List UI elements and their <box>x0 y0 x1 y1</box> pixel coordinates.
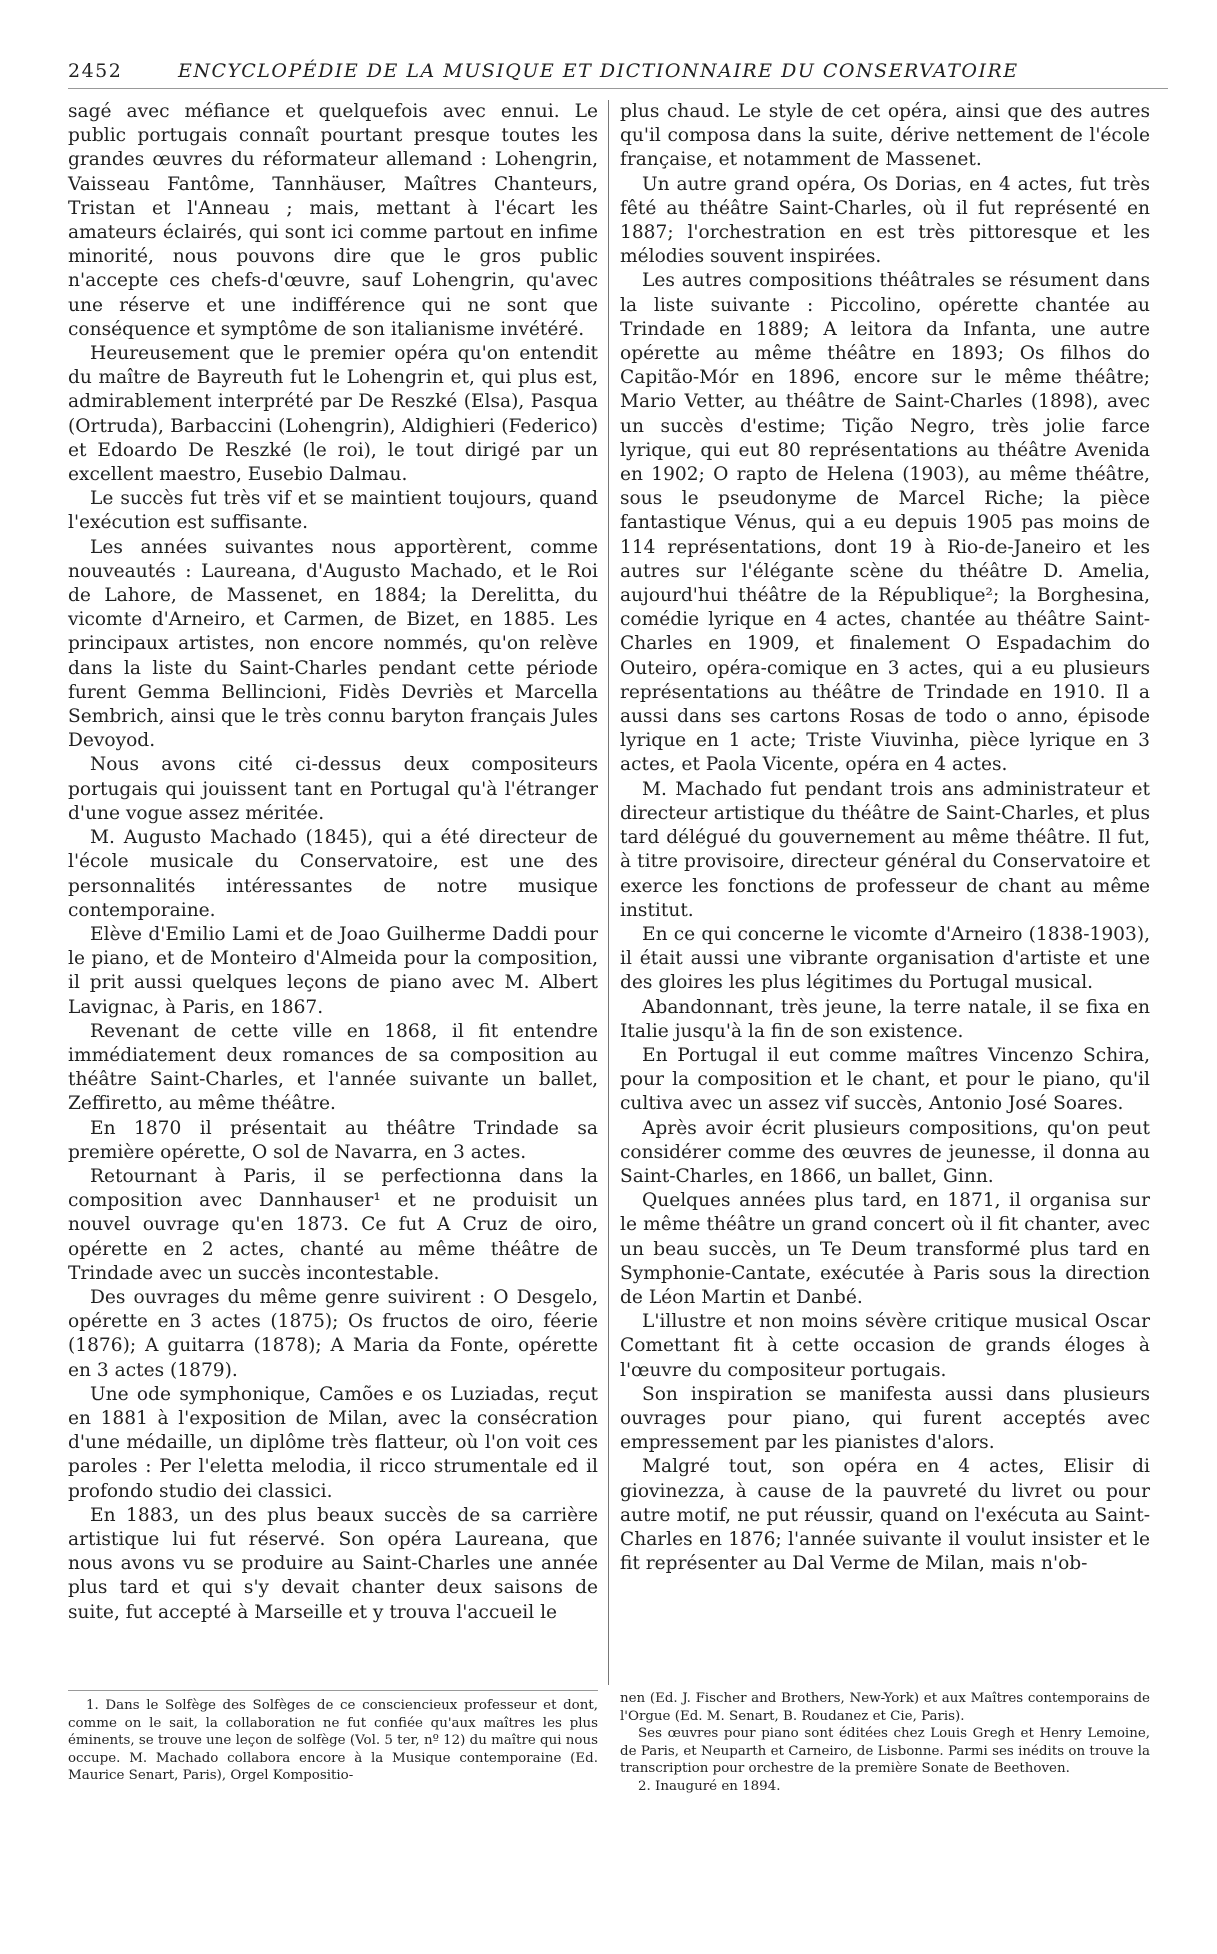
footnote: Ses œuvres pour piano sont éditées chez Louis Gregh et Henry Lemoine, de Paris, et Neuparth et Carneiro, de Lisbonne. Parmi ses inédits on trouve la transcription pour orchestre de la première Sonate de Beethoven. <box>620 1726 1150 1777</box>
footnote: 2. Inauguré en 1894. <box>638 1778 781 1794</box>
paragraph: En Portugal il eut comme maîtres Vincenzo Schira, pour la composition et le chant, et pour le piano, qu'il cultiva avec un assez vif succès, Antonio José Soares. <box>620 1044 1150 1115</box>
paragraph: Abandonnant, très jeune, la terre natale, il se fixa en Italie jusqu'à la fin de son existence. <box>620 996 1150 1042</box>
paragraph: L'illustre et non moins sévère critique musical Oscar Comettant fit à cette occasion de grands éloges à l'œuvre du compositeur portugais. <box>620 1311 1150 1381</box>
right-column <box>620 100 1150 1576</box>
paragraph: Les autres compositions théâtrales se résument dans la liste suivante : Piccolino, opérette chantée au Trindade en 1889; A leitora da Infanta, une autre opérette au même théâtre en 1893; Os filhos do Capitão-Mór en 1896, encore sur le même théâtre; Mario Vetter, au théâtre de Saint-Charles (1898), avec un succès d'estime; Tição Negro, très jolie farce lyrique, qui eut 80 représentations au théâtre Avenida en 1902; O rapto de Helena (1903), au même théâtre, sous le pseudonyme de Marcel Riche; la pièce fantastique Vénus, qui a eu depuis 1905 pas moins de 114 représentations, dont 19 à Rio-de-Janeiro et les autres sur l'élégante scène du théâtre D. Amelia, aujourd'hui théâtre de la République²; la Borghesina, comédie lyrique en 4 actes, chantée au théâtre Saint-Charles en 1909, et finalement O Espadachim do Outeiro, opéra-comique en 3 actes, qui a eu plusieurs représentations au théâtre de Trindade en 1910. Il a aussi dans ses cartons Rosas de todo o anno, épisode lyrique en 1 acte; Triste Viuvinha, pièce lyrique en 3 actes, et Paola Vicente, opéra en 4 actes. <box>620 270 1150 776</box>
running-title: ENCYCLOPÉDIE DE LA MUSIQUE ET DICTIONNAIRE DU CONSERVATOIRE <box>178 60 1019 82</box>
page-number: 2452 <box>68 60 123 82</box>
paragraph: Une ode symphonique, Camões e os Luziadas, reçut en 1881 à l'exposition de Milan, avec la consécration d'une médaille, un diplôme très flatteur, où l'on voit ces paroles : Per l'eletta melodia, il ricco strumentale ed il profondo studio dei classici. <box>68 1383 598 1502</box>
paragraph: En 1870 il présentait au théâtre Trindade sa première opérette, O sol de Navarra, en 3 actes. <box>68 1117 598 1163</box>
column-divider <box>608 100 609 1685</box>
paragraph: M. Machado fut pendant trois ans administrateur et directeur artistique du théâtre de Saint-Charles, et plus tard délégué du gouvernement au même théâtre. Il fut, à titre provisoire, directeur général du Conservatoire et exerce les fonctions de professeur de chant au même institut. <box>620 778 1150 921</box>
paragraph: Des ouvrages du même genre suivirent : O Desgelo, opérette en 3 actes (1875); Os fructos de oiro, féerie (1876); A guitarra (1878); A Maria da Fonte, opérette en 3 actes (1879). <box>68 1286 598 1381</box>
footnotes-left <box>68 1690 598 1785</box>
paragraph: Retournant à Paris, il se perfectionna dans la composition avec Dannhauser¹ et ne produisit un nouvel ouvrage qu'en 1873. Ce fut A Cruz de oiro, opérette en 2 actes, chanté au même théâtre de Trindade avec un succès incontestable. <box>68 1165 598 1284</box>
paragraph: Malgré tout, son opéra en 4 actes, Elisir di giovinezza, à cause de la pauvreté du livret ou pour autre motif, ne put réussir, quand on l'exécuta au Saint-Charles en 1876; l'année suivante il voulut insister et le fit représenter au Dal Verme de Milan, mais n'ob- <box>620 1456 1150 1575</box>
paragraph: sagé avec méfiance et quelquefois avec ennui. Le public portugais connaît pourtant presque toutes les grandes œuvres du réformateur allemand : Lohengrin, Vaisseau Fantôme, Tannhäuser, Maîtres Chanteurs, Tristan et l'Anneau ; mais, mettant à l'écart les amateurs éclairés, qui sont ici comme partout en infime minorité, nous pouvons dire que le gros public n'accepte ces chefs-d'œuvre, sauf Lohengrin, qu'avec une réserve et une indifférence qui ne sont que conséquence et symptôme de son italianisme invétéré. <box>68 101 598 340</box>
paragraph: Revenant de cette ville en 1868, il fit entendre immédiatement deux romances de sa composition au théâtre Saint-Charles, et l'année suivante un ballet, Zeffiretto, au même théâtre. <box>68 1020 598 1115</box>
paragraph: Le succès fut très vif et se maintient toujours, quand l'exécution est suffisante. <box>68 488 598 534</box>
paragraph: Son inspiration se manifesta aussi dans plusieurs ouvrages pour piano, qui furent acceptés avec empressement par les pianistes d'alors. <box>620 1383 1150 1454</box>
paragraph: Heureusement que le premier opéra qu'on entendit du maître de Bayreuth fut le Lohengrin et, qui plus est, admirablement interprété par De Reszké (Elsa), Pasqua (Ortruda), Barbaccini (Lohengrin), Aldighieri (Federico) et Edoardo De Reszké (le roi), le tout dirigé par un excellent maestro, Eusebio Dalmau. <box>68 343 598 486</box>
paragraph: Après avoir écrit plusieurs compositions, qu'on peut considérer comme des œuvres de jeunesse, il donna au Saint-Charles, en 1866, un ballet, Ginn. <box>620 1117 1150 1187</box>
paragraph: Un autre grand opéra, Os Dorias, en 4 actes, fut très fêté au théâtre Saint-Charles, où il fut représenté en 1887; l'orchestration en est très pittoresque et les mélodies souvent inspirées. <box>620 173 1150 268</box>
paragraph: Elève d'Emilio Lami et de Joao Guilherme Daddi pour le piano, et de Monteiro d'Almeida pour la composition, il prit aussi quelques leçons de piano avec M. Albert Lavignac, à Paris, en 1867. <box>68 923 598 1018</box>
paragraph: En 1883, un des plus beaux succès de sa carrière artistique lui fut réservé. Son opéra Laureana, que nous avons vu se produire au Saint-Charles une année plus tard et qui s'y devait chanter deux saisons de suite, fut accepté à Marseille et y trouva l'accueil le <box>68 1504 598 1623</box>
footnote: nen (Ed. J. Fischer and Brothers, New-York) et aux Maîtres contemporains de l'Orgue (Ed. M. Senart, B. Roudanez et Cie, Paris). <box>620 1691 1150 1724</box>
page-header <box>68 58 1168 89</box>
footnote: 1. Dans le Solfège des Solfèges de ce consciencieux professeur et dont, comme on le sait, la collaboration ne fut confiée qu'aux maîtres les plus éminents, se trouve une leçon de solfège (Vol. 5 ter, nº 12) du maître qui nous occupe. M. Machado collabora encore à la Musique contemporaine (Ed. Maurice Senart, Paris), Orgel Kompositio- <box>68 1698 598 1784</box>
paragraph: M. Augusto Machado (1845), qui a été directeur de l'école musicale du Conservatoire, est une des personnalités intéressantes de notre musique contemporaine. <box>68 827 598 921</box>
paragraph: Quelques années plus tard, en 1871, il organisa sur le même théâtre un grand concert où il fit chanter, avec un beau succès, un Te Deum transformé plus tard en Symphonie-Cantate, exécutée à Paris sous la direction de Léon Martin et Danbé. <box>620 1190 1150 1308</box>
paragraph: Nous avons cité ci-dessus deux compositeurs portugais qui jouissent tant en Portugal qu'à l'étranger d'une vogue assez méritée. <box>68 754 598 824</box>
paragraph: Les années suivantes nous apportèrent, comme nouveautés : Laureana, d'Augusto Machado, et le Roi de Lahore, de Massenet, en 1884; la Derelitta, du vicomte d'Arneiro, et Carmen, de Bizet, en 1885. Les principaux artistes, non encore nommés, qu'on relève dans la liste du Saint-Charles pendant cette période furent Gemma Bellincioni, Fidès Devriès et Marcella Sembrich, ainsi que le très connu baryton français Jules Devoyod. <box>68 536 598 752</box>
paragraph: plus chaud. Le style de cet opéra, ainsi que des autres qu'il composa dans la suite, dérive nettement de l'école française, et notamment de Massenet. <box>620 101 1150 171</box>
paragraph: En ce qui concerne le vicomte d'Arneiro (1838-1903), il était aussi une vibrante organisation d'artiste et une des gloires les plus légitimes du Portugal musical. <box>620 923 1150 994</box>
footnotes-right <box>620 1690 1150 1796</box>
left-column <box>68 100 598 1625</box>
